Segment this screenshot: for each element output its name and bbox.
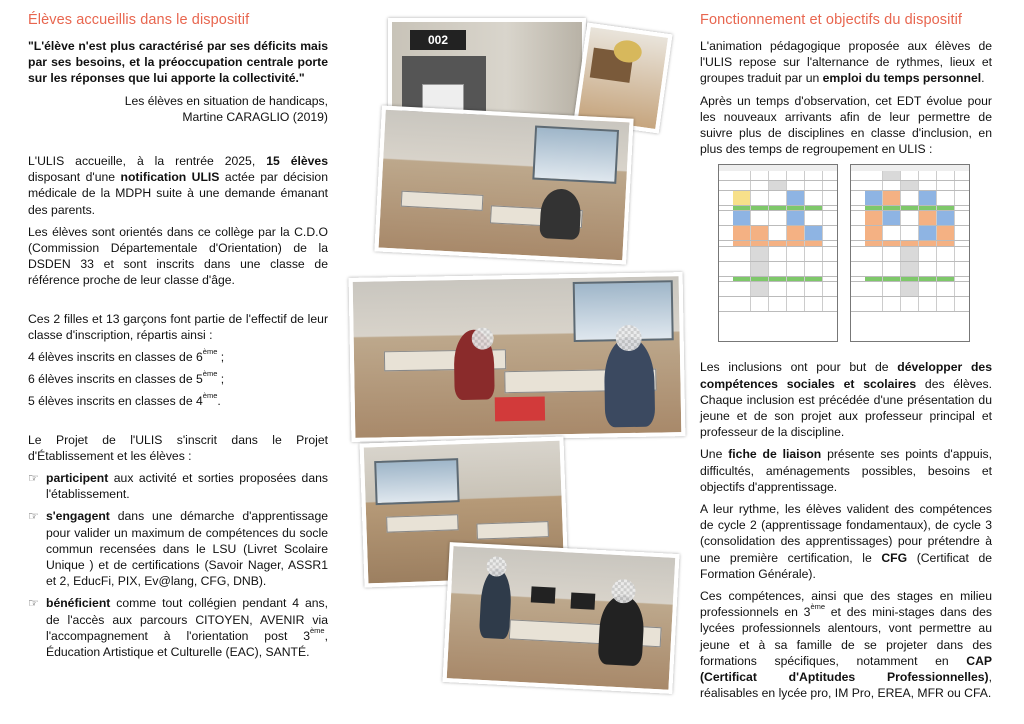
competences-paragraph: A leur rythme, les élèves valident des compétences de cycle 2 (apprentissage fondamentaux), de cycle 3 (consolidation des apprentissages) pour prétendre à une première certification, le CFG (Certificat de Formation Générale). xyxy=(700,502,992,581)
observation-paragraph: Après un temps d'observation, cet EDT évolue pour les nouveaux arrivants afin de leur permettre de suivre plus de disciplines en classe d'inclusion, en plus des temps de regroupement en ULIS : xyxy=(700,93,992,157)
distribution-6eme: 4 élèves inscrits en classes de 6ème ; xyxy=(28,347,225,365)
door-number-sign: 002 xyxy=(410,30,466,50)
quote-source-line2: Martine CARAGLIO (2019) xyxy=(182,109,328,124)
quote-text: "L'élève n'est plus caractérisé par ses déficits mais par ses besoins, et la préoccupation centrale porte sur les réponses que lui apporte la collectivité." xyxy=(28,39,328,86)
right-column xyxy=(700,0,992,707)
intro-paragraph: L'ULIS accueille, à la rentrée 2025, 15 élèves disposant d'une notification ULIS actée par décision médicale de la MDPH suite à une demande émanant des parents. xyxy=(28,154,328,217)
photo-students-working xyxy=(349,272,686,442)
photo-computer-room xyxy=(442,542,679,694)
photo-classroom-wide xyxy=(374,106,633,265)
stages-paragraph: Ces compétences, ainsi que des stages en milieu professionnels en 3ème et des mini-stages dans des lycées professionnels alentours, vont permettre au jeune et à sa famille de se projeter dans des formations spécifiques, notamment en CAP (Certificat d'Aptitudes Professionnelles), réalisables en lycée pro, IM Pro, EREA, MFR ou CFA. xyxy=(700,589,992,701)
right-section-title: Fonctionnement et objectifs du dispositif xyxy=(700,12,963,28)
list-item: ☞ s'engagent dans une démarche d'apprentissage pour valider un maximum de compétences du socle commun recensées dans le LSU (Livret Scolaire Unique ) et de certifications (Savoir Nager, ASSR1 et 2, EducFi, PIX, Ev@lang, CFG, DNB). xyxy=(28,509,328,589)
hand-pointer-icon: ☞ xyxy=(28,471,39,486)
quote-source-line1: Les élèves en situation de handicaps, xyxy=(124,93,328,108)
orientation-paragraph: Les élèves sont orientés dans ce collège par la C.D.O (Commission Départementale d'Orientation) de la DSDEN 33 et sont inscrits dans une classe de référence proche de leur classe d'âge. xyxy=(28,224,328,288)
distribution-intro: Ces 2 filles et 13 garçons font partie de l'effectif de leur classe d'inscription, répartis ainsi : xyxy=(28,311,328,342)
edt-paragraph: L'animation pédagogique proposée aux élèves de l'ULIS repose sur l'alternance de rythmes, lieux et groupes traduit par un emploi du temps personnel. xyxy=(700,39,992,86)
distribution-5eme: 6 élèves inscrits en classes de 5ème ; xyxy=(28,369,225,387)
left-section-title: Élèves accueillis dans le dispositif xyxy=(28,12,250,28)
distribution-4eme: 5 élèves inscrits en classes de 4ème. xyxy=(28,391,221,409)
list-item: ☞ bénéficient comme tout collégien pendant 4 ans, de l'accès aux parcours CITOYEN, AVENIR via l'accompagnement à l'orientation post 3ème, Éducation Artistique et Culturelle (EAC), SANTÉ. xyxy=(28,596,328,660)
left-column xyxy=(28,0,328,666)
projet-intro: Le Projet de l'ULIS s'inscrit dans le Projet d'Établissement et les élèves : xyxy=(28,432,328,463)
inclusions-paragraph: Les inclusions ont pour but de développer des compétences sociales et scolaires des élèves. Chaque inclusion est précédée d'une présentation du jeune et de son projet aux professeur principal et professeur de la discipline. xyxy=(700,360,992,440)
timetable-image-2 xyxy=(850,164,970,342)
hand-pointer-icon: ☞ xyxy=(28,596,39,611)
timetable-image-1 xyxy=(718,164,838,342)
hand-pointer-icon: ☞ xyxy=(28,509,39,524)
list-item: ☞ participent aux activité et sorties proposées dans l'établissement. xyxy=(28,471,328,502)
fiche-liaison-paragraph: Une fiche de liaison présente ses points d'appuis, difficultés, aménagements possibles, besoins et objectifs d'apprentissage. xyxy=(700,447,993,494)
